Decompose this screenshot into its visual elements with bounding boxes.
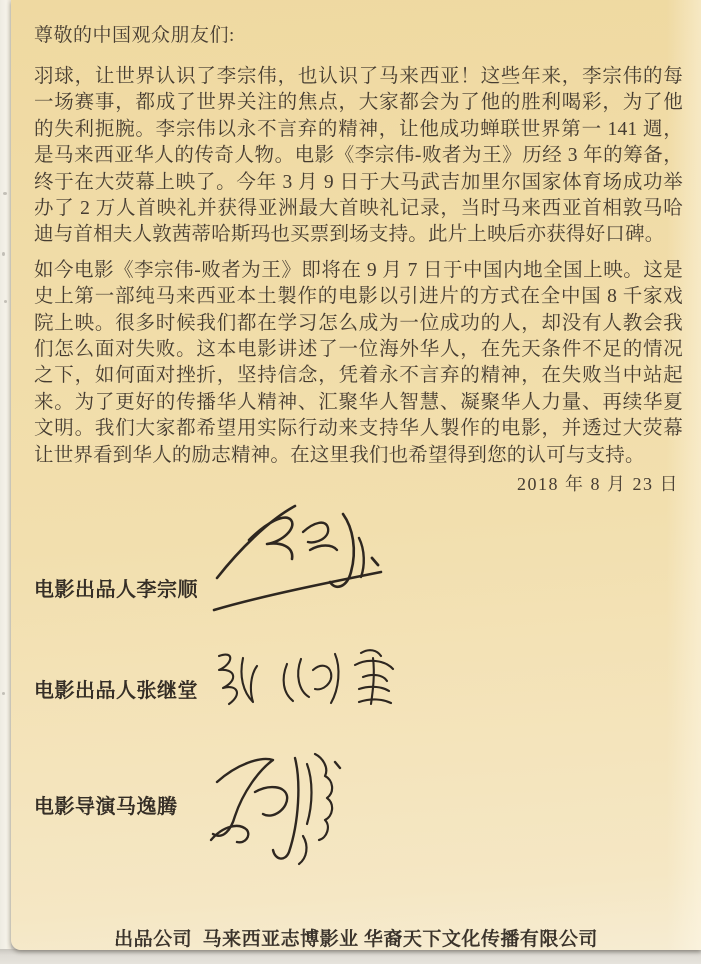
producer-2-label: 电影出品人张继堂 xyxy=(34,680,198,702)
zhang-jitang-signature-icon xyxy=(207,644,405,724)
letter-salutation: 尊敬的中国观众朋友们: xyxy=(34,25,235,46)
scanner-left-edge xyxy=(0,0,11,964)
scan-speck xyxy=(2,692,5,695)
scan-speck xyxy=(3,192,7,195)
scanner-bed-strip xyxy=(0,949,701,964)
scan-speck xyxy=(4,300,7,303)
ma-yiteng-signature-icon xyxy=(201,748,363,868)
letter-paragraph-1: 羽球，让世界认识了李宗伟，也认识了马来西亚！这些年来，李宗伟的每一场赛事，都成了世界关注的焦点，大家都会为了他的胜利喝彩，为了他的失利扼腕。李宗伟以永不言弃的精神，让他成功蝉联世界第一 141 週，是马来西亚华人的传奇人物。电影《李宗伟-败者为王》历经 3 年的筹备，终于在大荧幕上映了。今年 3 月 9 日于大马武吉加里尔国家体育场成功举办了 2 万人首映礼并获得亚洲最大首映礼记录，当时马来西亚首相敦马哈迪与首相夫人敦茜蒂哈斯玛也买票到场支持。此片上映后亦获得好口碑。 xyxy=(34,66,683,246)
li-zongshun-signature-icon xyxy=(209,498,391,620)
letter-paper xyxy=(11,0,701,950)
letter-body xyxy=(34,64,683,478)
production-company-line: 出品公司 马来西亚志博影业 华裔天下文化传播有限公司 xyxy=(114,929,598,950)
letter-paragraph-2: 如今电影《李宗伟-败者为王》即将在 9 月 7 日于中国内地全国上映。这是史上第一部纯马来西亚本土製作的电影以引进片的方式在全中国 8 千家戏院上映。很多时候我们都在学习怎么成为一位成功的人，却没有人教会我们怎么面对失败。这本电影讲述了一位海外华人，在先天条件不足的情况之下，如何面对挫折，坚持信念，凭着永不言弃的精神，在失败当中站起来。为了更好的传播华人精神、汇聚华人智慧、凝聚华人力量、再续华夏文明。我们大家都希望用实际行动来支持华人製作的电影，并透过大荧幕让世界看到华人的励志精神。在这里我们也希望得到您的认可与支持。 xyxy=(34,259,683,466)
director-label: 电影导演马逸腾 xyxy=(34,796,178,818)
scan-speck xyxy=(2,252,5,256)
producer-1-label: 电影出品人李宗顺 xyxy=(34,579,198,601)
letter-date: 2018 年 8 月 23 日 xyxy=(517,474,679,494)
